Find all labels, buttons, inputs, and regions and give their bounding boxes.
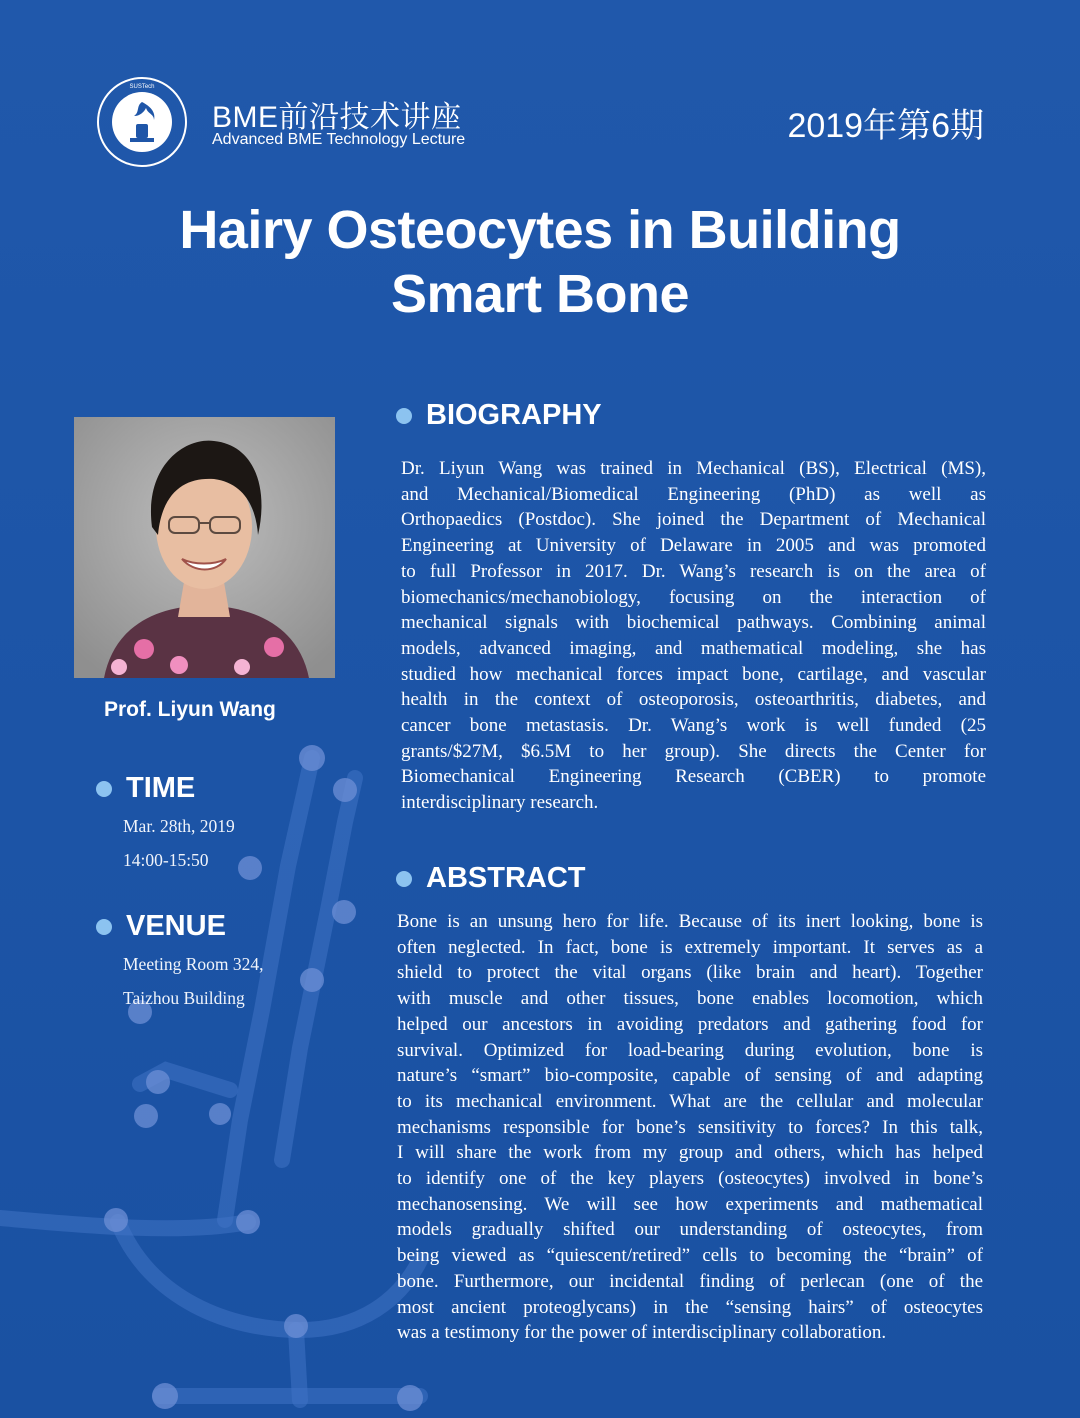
venue-line-1: Meeting Room 324, [123, 954, 264, 974]
biography-line: cancer bone metastasis. Dr. Wang’s work is well funded (25 [401, 715, 986, 737]
time-heading-label: TIME [126, 772, 196, 804]
abstract-line: models gradually shifted our understanding of osteocytes, from [397, 1219, 983, 1241]
biography-line: Biomechanical Engineering Research (CBER) to promote [401, 766, 986, 788]
abstract-line: shield to protect the vital organs (like brain and heart). Together [397, 962, 983, 984]
lecture-series-title-en: Advanced BME Technology Lecture [212, 131, 466, 148]
biography-line: interdisciplinary research. [401, 792, 599, 814]
time-heading [96, 772, 195, 805]
biography-line: Engineering at University of Delaware in 2005 and was promoted [401, 535, 986, 557]
abstract-line: nature’s “smart” bio-composite, capable of sensing of and adapting [397, 1065, 983, 1087]
biography-line: and Mechanical/Biomedical Engineering (PhD) as well as [401, 483, 986, 505]
lecture-title [0, 198, 1080, 326]
lecture-title-line-1: Hairy Osteocytes in Building [179, 200, 901, 260]
bullet-icon [96, 919, 112, 935]
biography-heading-label: BIOGRAPHY [426, 399, 602, 431]
speaker-name: Prof. Liyun Wang [104, 698, 276, 721]
biography-line: studied how mechanical forces impact bone, cartilage, and vascular [401, 663, 986, 685]
biography-line: health in the context of osteoporosis, osteoarthritis, diabetes, and [401, 689, 986, 711]
abstract-line: most ancient proteoglycans) in the “sensing hairs” of osteocytes [397, 1296, 983, 1318]
abstract-line: bone. Furthermore, our incidental finding of perlecan (one of the [397, 1270, 983, 1292]
venue-line-2: Taizhou Building [123, 988, 245, 1008]
venue-heading-label: VENUE [126, 910, 226, 942]
time-date: Mar. 28th, 2019 [123, 816, 235, 836]
biography-line: models, advanced imaging, and mathematical modeling, she has [401, 637, 986, 659]
abstract-line: with muscle and other tissues, bone enables locomotion, which [397, 988, 983, 1010]
bullet-icon [396, 408, 412, 424]
bullet-icon [96, 781, 112, 797]
speaker-photo [74, 417, 335, 678]
issue-label: 2019年第6期 [787, 107, 984, 145]
venue-heading [96, 910, 226, 943]
biography-line: to full Professor in 2017. Dr. Wang’s research is on the area of [401, 560, 986, 582]
lecture-series-title-cn: BME前沿技术讲座 [212, 101, 462, 134]
abstract-line: was a testimony for the power of interdisciplinary collaboration. [397, 1322, 887, 1344]
biography-text [401, 456, 986, 816]
abstract-line: mechanosensing. We will see how experiments and mathematical [397, 1193, 983, 1215]
abstract-heading-label: ABSTRACT [426, 862, 586, 894]
abstract-line: I will share the work from my group and others, which has helped [397, 1142, 983, 1164]
abstract-line: to its mechanical environment. What are the cellular and molecular [397, 1090, 983, 1112]
biography-line: Dr. Liyun Wang was trained in Mechanical (BS), Electrical (MS), [401, 458, 986, 479]
biography-line: mechanical signals with biochemical pathways. Combining animal [401, 612, 986, 634]
lecture-title-line-2: Smart Bone [390, 264, 690, 324]
svg-text:SUSTech: SUSTech [129, 84, 155, 90]
abstract-line: survival. Optimized for load-bearing during evolution, bone is [397, 1039, 983, 1061]
abstract-line: helped our ancestors in avoiding predators and gathering food for [397, 1013, 983, 1035]
abstract-heading [396, 862, 586, 895]
biography-line: biomechanics/mechanobiology, focusing on the interaction of [401, 586, 986, 608]
abstract-line: to identify one of the key players (osteocytes) involved in bone’s [397, 1168, 983, 1190]
abstract-text [397, 909, 983, 1346]
abstract-line: being viewed as “quiescent/retired” cells to becoming the “brain” of [397, 1245, 983, 1267]
abstract-line: mechanisms responsible for bone’s sensitivity to forces? In this talk, [397, 1116, 983, 1138]
bullet-icon [396, 871, 412, 887]
university-logo-icon [96, 76, 188, 168]
time-hours: 14:00-15:50 [123, 850, 209, 870]
biography-heading [396, 399, 602, 432]
biography-line: Orthopaedics (Postdoc). She joined the Department of Mechanical [401, 509, 986, 531]
abstract-line: often neglected. In fact, bone is extremely important. It serves as a [397, 936, 983, 958]
abstract-line: Bone is an unsung hero for life. Because of its inert looking, bone is [397, 911, 983, 932]
biography-line: grants/$27M, $6.5M to her group). She directs the Center for [401, 740, 986, 762]
